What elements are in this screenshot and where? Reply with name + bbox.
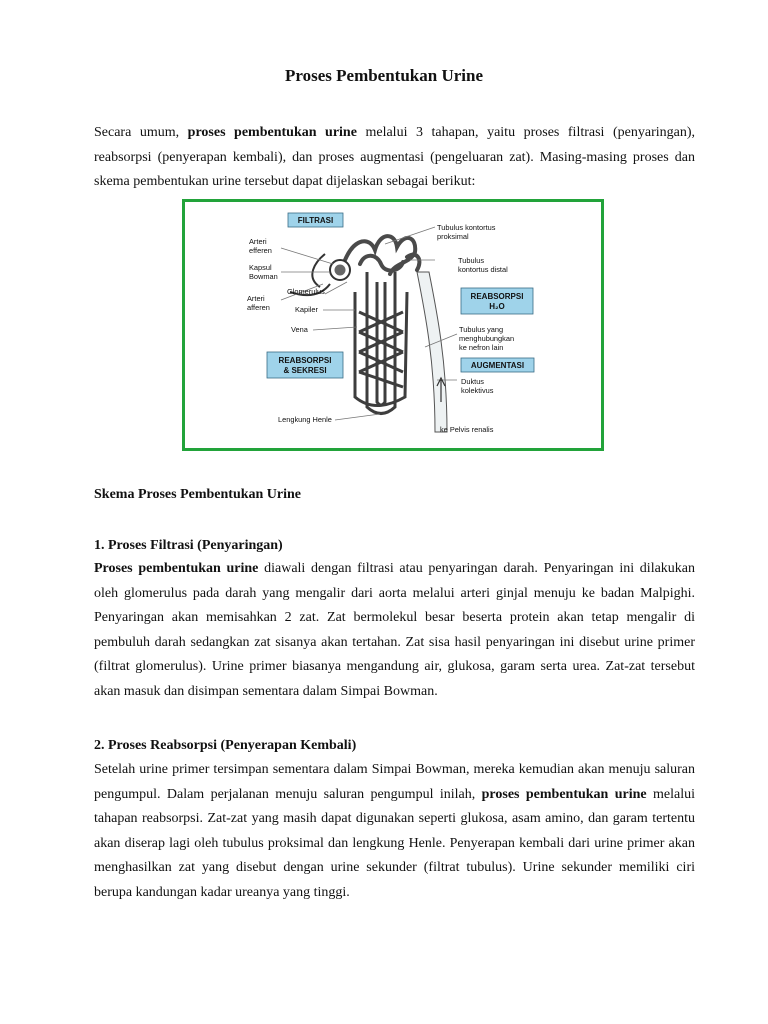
figure-caption: Skema Proses Pembentukan Urine: [94, 487, 302, 502]
convoluted-tubules: [345, 236, 419, 274]
glomerulus-label: Glomerulus: [287, 287, 325, 296]
tubulus-penghubung-label-2: menghubungkan: [459, 334, 515, 343]
section1-heading: 1. Proses Filtrasi (Penyaringan): [94, 538, 283, 553]
vessel-network: [355, 272, 407, 414]
tubulus-distal-label-1: Tubulus: [458, 256, 485, 265]
section2-text-1: Setelah urine primer tersimpan sementara dalam Simpai Bowman, mereka kemudian akan menuju saluran pengumpul. Dalam perjalanan menuju saluran pengumpul inilah,: [94, 762, 695, 802]
kapiler-label: Kapiler: [295, 305, 319, 314]
kapsul-bowman-label-1: Kapsul: [249, 263, 272, 272]
reabsorpsi-h2o-label-2: H₂O: [489, 302, 505, 311]
filtrasi-label: FILTRASI: [297, 216, 334, 225]
section1-bold-term: Proses pembentukan urine: [94, 561, 259, 576]
page-title: Proses Pembentukan Urine: [284, 66, 483, 85]
section2-bold-term: proses pembentukan urine: [481, 786, 647, 802]
arteri-efferen-label-1: Arteri: [249, 237, 267, 246]
tubulus-penghubung-label-1: Tubulus yang: [459, 325, 504, 334]
collecting-duct-shape: [417, 272, 447, 432]
lengkung-henle-label: Lengkung Henle: [278, 415, 332, 424]
pelvis-label: ke Pelvis renalis: [440, 425, 494, 434]
duktus-label-2: kolektivus: [461, 386, 494, 395]
tubulus-distal-label-2: kontortus distal: [458, 265, 508, 274]
reabsorpsi-h2o-label-1: REABSORPSI: [470, 292, 524, 301]
section1-paragraph: [94, 557, 695, 705]
nephron-diagram-svg: [185, 202, 601, 448]
reabsorpsi-sekresi-label-1: REABSORPSI: [278, 356, 332, 365]
augmentasi-label: AUGMENTASI: [470, 361, 525, 370]
vena-label: Vena: [291, 325, 308, 334]
section2-heading: 2. Proses Reabsorpsi (Penyerapan Kembali): [94, 738, 357, 753]
section2-paragraph: [94, 758, 695, 906]
arteri-afferen-label-2: afferen: [247, 303, 270, 312]
glomerulus-knot: [335, 265, 346, 276]
reabsorpsi-sekresi-label-2: & SEKRESI: [283, 366, 327, 375]
tubulus-penghubung-label-3: ke nefron lain: [459, 343, 504, 352]
intro-paragraph: [94, 121, 695, 195]
section1-text: diawali dengan filtrasi atau penyaringan darah. Penyaringan ini dilakukan oleh glomerulus pada darah yang mengalir dari aorta melalui arteri ginjal menuju ke badan Malpighi. Penyaringan akan memisahkan 2 zat. Zat bermolekul besar beserta protein akan tetap mengalir di pembuluh darah sedangkan zat sisanya akan tertahan. Zat sisa hasil penyaringan ini disebut urine primer (filtrat glomerulus). Urine primer biasanya mengandung air, glukosa, garam serta urea. Zat-zat tersebut akan masuk dan disimpan sementara dalam Simpai Bowman.: [94, 561, 696, 699]
tubulus-proksimal-label-2: proksimal: [437, 232, 469, 241]
tubulus-proksimal-label-1: Tubulus kontortus: [437, 223, 496, 232]
section2-text-2: melalui tahapan reabsorpsi. Zat-zat yang masih dapat digunakan seperti glukosa, asam amino, dan garam tertentu akan diserap lagi oleh tubulus proksimal dan lengkung Henle. Penyerapan kembali dari urine primer akan menghasilkan zat yang disebut dengan urine sekunder (filtrat tubulus). Urine sekunder memiliki ciri berupa kandungan kadar ureanya yang tinggi.: [94, 786, 695, 900]
intro-text-1: Secara umum,: [94, 125, 188, 140]
intro-bold-term: proses pembentukan urine: [187, 125, 357, 140]
nephron-diagram: [182, 199, 604, 451]
arteri-afferen-label-1: Arteri: [247, 294, 265, 303]
kapsul-bowman-label-2: Bowman: [249, 272, 278, 281]
arteri-efferen-label-2: efferen: [249, 246, 272, 255]
duktus-label-1: Duktus: [461, 377, 485, 386]
intro-text-2: melalui 3 tahapan, yaitu proses filtrasi (penyaringan), reabsorpsi (penyerapan kembali), dan proses augmentasi (pengeluaran zat). Masing-masing proses dan skema pembentukan urine tersebut dapat dijelaskan sebagai berikut:: [94, 125, 695, 190]
